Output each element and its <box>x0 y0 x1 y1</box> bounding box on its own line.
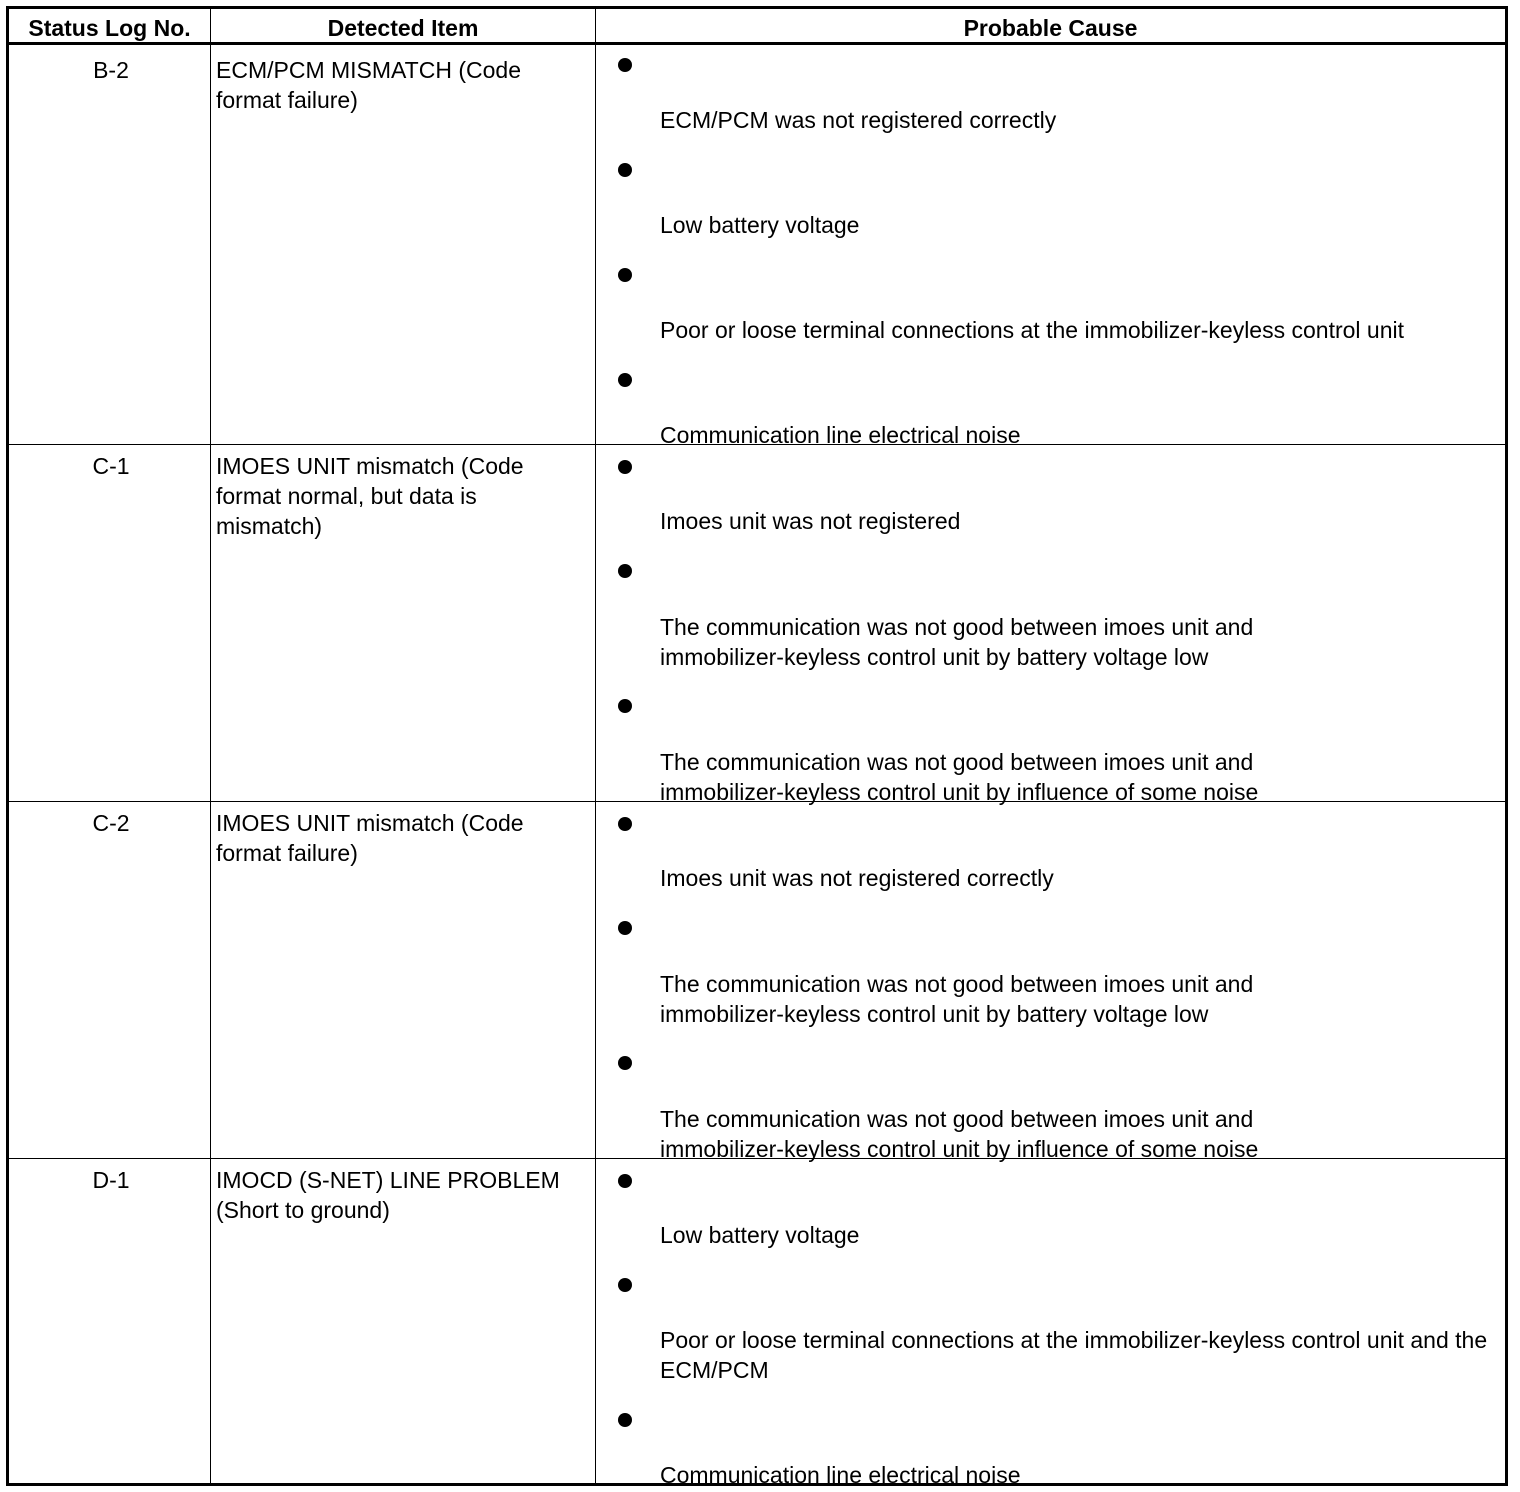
cause-text: Poor or loose terminal connections at the immobilizer-keyless control unit and the ECM/PCM <box>660 1327 1488 1383</box>
cause-text: Communication line electrical noise <box>660 422 1021 448</box>
status-log-no: D-1 <box>92 1167 130 1193</box>
table-row-c2 <box>9 802 1505 1162</box>
cause-text: Poor or loose terminal connections at the immobilizer-keyless control unit <box>660 317 1404 343</box>
bullet-icon <box>618 1413 632 1427</box>
cause-text: The communication was not good between imoes unit and immobilizer-keyless control unit by influence of some noise <box>660 749 1259 805</box>
status-log-table <box>6 6 1508 1486</box>
header-probable-cause: Probable Cause <box>963 15 1138 41</box>
header-status-log-no: Status Log No. <box>28 15 191 41</box>
bullet-icon <box>618 373 632 387</box>
bullet-icon <box>618 460 632 474</box>
table-row-d1 <box>9 1159 1505 1488</box>
header-detected-item: Detected Item <box>327 15 479 41</box>
cause-text: The communication was not good between imoes unit and immobilizer-keyless control unit by battery voltage low <box>660 614 1254 670</box>
bullet-icon <box>618 1174 632 1188</box>
cause-text: Imoes unit was not registered correctly <box>660 865 1054 891</box>
detected-item: IMOCD (S-NET) LINE PROBLEM (Short to ground) <box>216 1167 560 1223</box>
status-log-no: C-1 <box>92 453 130 479</box>
bullet-icon <box>618 268 632 282</box>
table-row-c1 <box>9 445 1505 805</box>
bullet-icon <box>618 921 632 935</box>
bullet-icon <box>618 564 632 578</box>
detected-item: IMOES UNIT mismatch (Code format normal, but data is mismatch) <box>216 453 524 539</box>
bullet-icon <box>618 817 632 831</box>
cause-text: Low battery voltage <box>660 212 860 238</box>
cause-text: The communication was not good between imoes unit and immobilizer-keyless control unit by battery voltage low <box>660 971 1254 1027</box>
table-row-b2 <box>9 45 1505 448</box>
cause-text: ECM/PCM was not registered correctly <box>660 107 1057 133</box>
status-log-no: C-2 <box>92 810 130 836</box>
cause-text: The communication was not good between imoes unit and immobilizer-keyless control unit by influence of some noise <box>660 1106 1259 1162</box>
status-log-no: B-2 <box>93 57 129 83</box>
bullet-icon <box>618 699 632 713</box>
bullet-icon <box>618 58 632 72</box>
cause-text: Imoes unit was not registered <box>660 508 961 534</box>
bullet-icon <box>618 1278 632 1292</box>
bullet-icon <box>618 1056 632 1070</box>
bullet-icon <box>618 163 632 177</box>
cause-text: Low battery voltage <box>660 1222 860 1248</box>
detected-item: ECM/PCM MISMATCH (Code format failure) <box>216 57 521 113</box>
detected-item: IMOES UNIT mismatch (Code format failure) <box>216 810 524 866</box>
cause-text: Communication line electrical noise <box>660 1462 1021 1488</box>
